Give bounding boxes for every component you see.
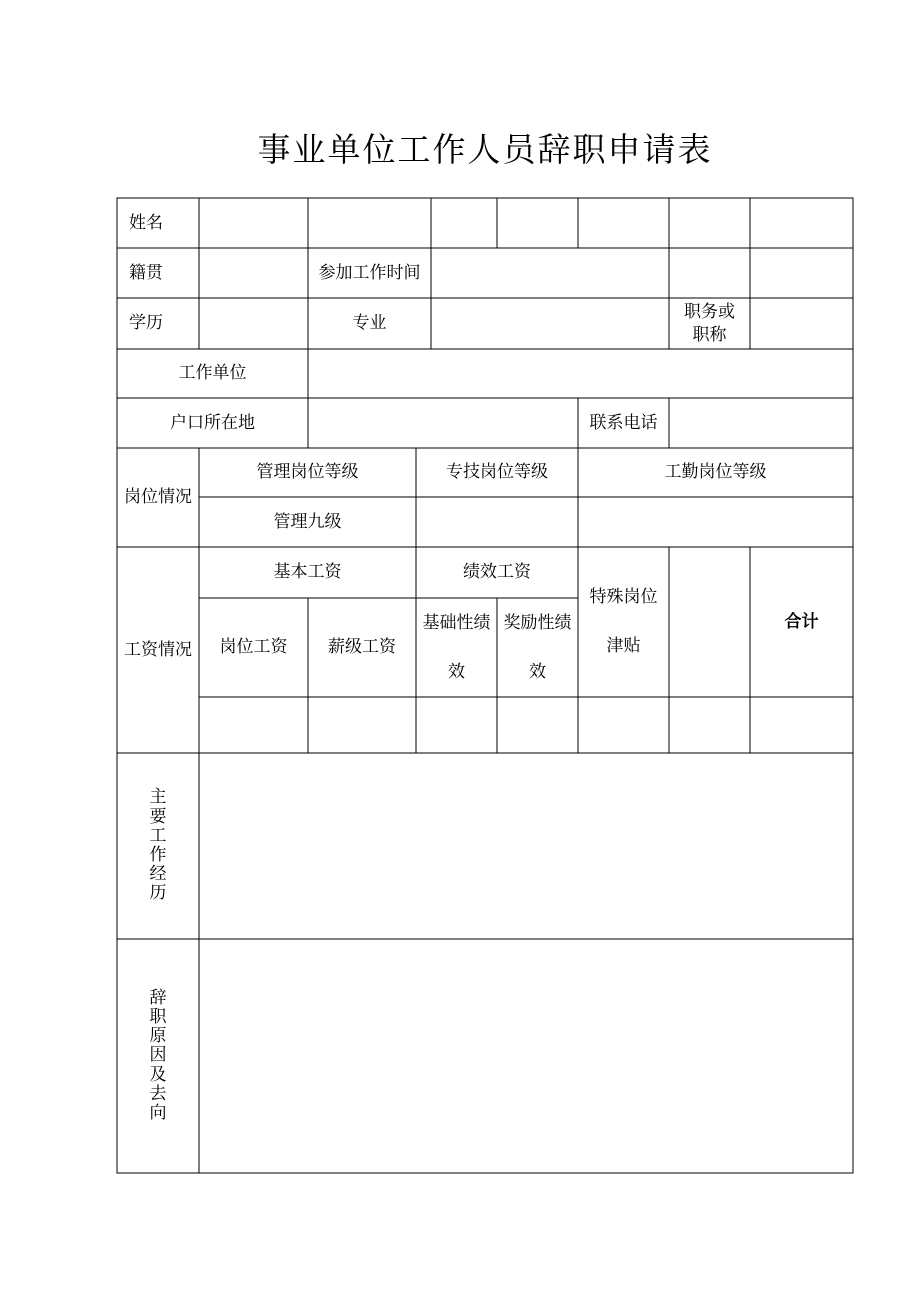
household-registration-field[interactable] <box>308 398 578 448</box>
native-place-label: 籍贯 <box>129 262 163 283</box>
position-title-label-line2: 职称 <box>692 324 727 345</box>
vertical-char: 主 <box>149 787 167 808</box>
work-start-time-label: 参加工作时间 <box>318 262 421 283</box>
vertical-char: 及 <box>149 1064 167 1085</box>
education-field[interactable] <box>199 298 308 349</box>
vertical-char: 要 <box>149 806 167 827</box>
performance-salary-label: 绩效工资 <box>463 562 531 583</box>
education-label: 学历 <box>129 313 163 334</box>
work-start-time-field[interactable] <box>431 248 669 298</box>
household-registration-label: 户口所在地 <box>170 412 255 433</box>
post-salary-field[interactable] <box>199 697 308 753</box>
special-post-allowance-line1: 特殊岗位 <box>589 586 658 607</box>
post-situation-label: 岗位情况 <box>124 487 192 508</box>
basic-performance-field[interactable] <box>416 697 497 753</box>
vertical-char: 工 <box>149 825 167 846</box>
incentive-performance-line2: 效 <box>529 661 546 682</box>
vertical-char: 职 <box>149 1006 167 1027</box>
grade-salary-label: 薪级工资 <box>328 637 396 658</box>
name-label: 姓名 <box>129 212 163 233</box>
basic-performance-line1: 基础性绩 <box>422 613 491 634</box>
total-label: 合计 <box>784 611 819 632</box>
name-field[interactable] <box>199 198 308 248</box>
vertical-char: 辞 <box>149 987 167 1008</box>
main-work-experience-field[interactable] <box>199 753 853 939</box>
resignation-reason-field[interactable] <box>199 939 853 1173</box>
salary-situation-label: 工资情况 <box>124 639 192 660</box>
grade-salary-field[interactable] <box>308 697 416 753</box>
position-title-field[interactable] <box>750 298 853 349</box>
work-unit-field[interactable] <box>308 349 853 398</box>
main-work-experience-label <box>117 753 199 939</box>
native-place-field[interactable] <box>199 248 308 298</box>
worker-post-grade-label: 工勤岗位等级 <box>664 462 767 483</box>
vertical-char: 去 <box>149 1083 167 1104</box>
form-title: 事业单位工作人员辞职申请表 <box>257 130 713 169</box>
major-label: 专业 <box>352 313 387 334</box>
salary-blank-header <box>669 547 750 697</box>
special-post-allowance-field[interactable] <box>578 697 669 753</box>
professional-post-grade-value[interactable] <box>416 497 578 547</box>
major-field[interactable] <box>431 298 669 349</box>
management-post-grade-label: 管理岗位等级 <box>256 462 359 483</box>
incentive-performance-field[interactable] <box>497 697 578 753</box>
incentive-performance-label <box>497 598 578 697</box>
position-title-label-line1: 职务或 <box>684 301 735 322</box>
basic-salary-label: 基本工资 <box>273 562 342 583</box>
vertical-char: 原 <box>149 1026 167 1047</box>
resignation-reason-label <box>117 939 199 1173</box>
incentive-performance-line1: 奖励性绩 <box>503 613 572 634</box>
post-salary-label: 岗位工资 <box>219 637 288 658</box>
vertical-char: 因 <box>149 1045 167 1066</box>
work-unit-label: 工作单位 <box>178 363 247 384</box>
basic-performance-line2: 效 <box>448 661 465 682</box>
vertical-char: 作 <box>149 845 167 865</box>
professional-post-grade-label: 专技岗位等级 <box>446 462 548 483</box>
contact-phone-label: 联系电话 <box>589 412 658 433</box>
management-post-grade-value[interactable]: 管理九级 <box>273 511 342 532</box>
special-post-allowance-line2: 津贴 <box>606 636 641 656</box>
total-field[interactable] <box>750 697 853 753</box>
worker-post-grade-value[interactable] <box>578 497 853 547</box>
vertical-char: 向 <box>149 1103 167 1123</box>
special-post-allowance-label <box>578 547 669 697</box>
vertical-char: 历 <box>149 883 167 904</box>
basic-performance-label <box>416 598 497 697</box>
vertical-char: 经 <box>149 864 167 885</box>
position-title-label <box>669 298 750 349</box>
contact-phone-field[interactable] <box>669 398 853 448</box>
salary-blank-field[interactable] <box>669 697 750 753</box>
